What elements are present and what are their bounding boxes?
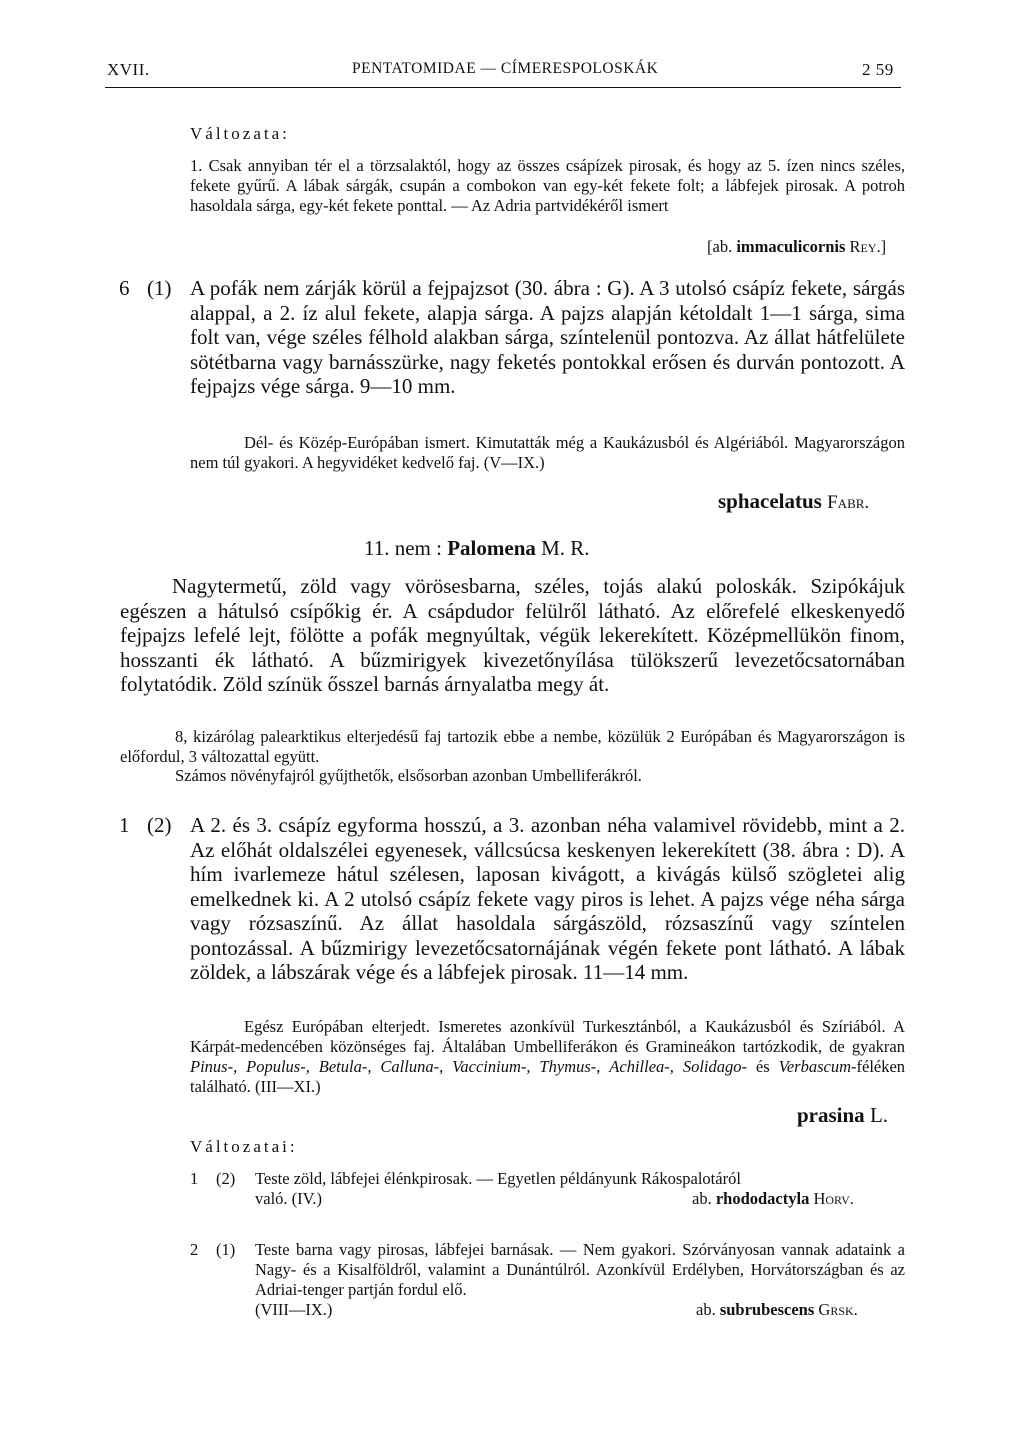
variant-name: immaculicornis — [736, 237, 846, 256]
variant-1-line-2: való. (IV.) — [255, 1189, 323, 1208]
genus-populus: Populus-, — [246, 1057, 310, 1076]
variant-2-period: (VIII—IX.) — [255, 1300, 333, 1319]
variant-1-number: 1. — [190, 156, 203, 175]
variant-name: rhododactyla — [715, 1189, 810, 1208]
genus-number: 11. nem : — [364, 536, 442, 560]
distribution-end: -féléken található. (III—XI.) — [190, 1057, 906, 1096]
variant-number: 1 — [190, 1169, 199, 1188]
variant-heading: Változata: — [190, 124, 290, 143]
variant-1-description: Csak annyiban tér el a törzsalaktól, hogy az összes csápízek pirosak, és hogy az 5. ízen nincs széles, fekete gyűrű. A lábak sárgák, csupán a combokon van egy-két fekete folt; a lábfejek pirosak. A potroh hasoldala sárga, egy-két fekete ponttal. — Az Adria partvidékéről ismert — [190, 156, 905, 215]
variant-1-name — [707, 237, 886, 257]
ab-prefix: ab. — [692, 1189, 712, 1208]
couplet-reference: (2) — [147, 813, 172, 837]
couplet-number: 6 — [119, 276, 130, 300]
variant-2-text: Teste barna vagy pirosas, lábfejei barnásak. — Nem gyakori. Szórványosan vannak adataink a Nagy- és a Kisalföldről, valamint a Dunántúlról. Azonkívül Erdélyben, Horvátországban és az Adriai-tenger partján fordul elő. — [255, 1240, 905, 1299]
ab-prefix: ab. — [696, 1300, 716, 1319]
variant-author: Horv. — [813, 1189, 854, 1208]
genus-author: M. R. — [541, 536, 590, 560]
variant-reference: (2) — [216, 1169, 236, 1188]
conjunction: és — [755, 1057, 770, 1076]
chapter-number: XVII. — [107, 60, 150, 79]
variant-1-line-1: Teste zöld, lábfejei élénkpirosak. — Egyetlen példányunk Rákospalotáról — [255, 1169, 741, 1188]
genus-note-1: 8, kizárólag palearktikus elterjedésű faj tartozik ebbe a nembe, közülük 2 Európában és Magyarországon is előfordul, 3 változattal együtt. — [120, 727, 905, 766]
genus-verbascum: Verbascum — [778, 1057, 851, 1076]
distribution-text: Dél- és Közép-Európában ismert. Kimutatták még a Kaukázusból és Algériából. Magyarországon nem túl gyakori. A hegyvidéket kedvelő faj. (V—IX.) — [190, 433, 905, 472]
genus-note-2: Számos növényfajról gyűjthetők, elsősorban azonban Umbelliferákról. — [175, 766, 642, 785]
header-rule — [105, 87, 901, 88]
variant-1-name — [692, 1189, 854, 1209]
ab-prefix: [ab. — [707, 237, 733, 256]
variant-2-name — [696, 1300, 858, 1320]
species-name: sphacelatus — [718, 489, 822, 513]
couplet-number: 1 — [119, 813, 130, 837]
variant-number: 2 — [190, 1240, 199, 1259]
couplet-6-text: A pofák nem zárják körül a fejpajzsot (30. ábra : G). A 3 utolsó csápíz fekete, sárgás alappal, a 2. íz alul fekete, alapja sárga. A pajzs alapján kétoldalt 1—1 sárga, sima folt van, vége széles félhold alakban sárga, színtelenül pontozva. Az állat hátfelülete sötétbarna vagy barnásszürke, nagy feketés pontokkal erősen és durván pontozott. A fejpajzs vége sárga. 9—10 mm. — [190, 276, 905, 398]
genus-heading — [364, 536, 590, 561]
species-name-sphacelatus — [718, 489, 869, 516]
genus-solidago: Solidago- — [682, 1057, 747, 1076]
couplet-1-distribution — [190, 1017, 905, 1097]
variant-1-text — [190, 156, 905, 216]
genus-calluna: Calluna-, — [380, 1057, 444, 1076]
variants-heading: Változatai: — [190, 1137, 298, 1156]
genus-achillea: Achillea-, — [609, 1057, 674, 1076]
genus-thymus: Thymus-, — [539, 1057, 601, 1076]
variant-name: subrubescens — [719, 1300, 815, 1319]
genus-description: Nagytermetű, zöld vagy vörösesbarna, széles, tojás alakú poloskák. Szipókájuk egészen a hátulsó csípőkig ér. A csápdudor felülről látható. Az előrefelé elkeskenyedő fejpajzs lefelé lejt, fölötte a pofák megnyúltak, végük lekerekített. Középmellükön finom, hosszanti ék látható. A bűzmirigyek kivezetőnyílása tülökszerű levezetőcsatornában folytatódik. Zöld színük ősszel barnás árnyalatba megy át. — [120, 574, 905, 696]
genus-betula: Betula-, — [318, 1057, 372, 1076]
genus-vaccinium: Vaccinium-, — [452, 1057, 531, 1076]
distribution-text: Egész Európában elterjedt. Ismeretes azonkívül Turkesztánból, a Kaukázusból és Szíriából. A Kárpát-medencében közönséges faj. Általában Umbelliferákon és Gramineákon tartózkodik, de gyakran — [190, 1017, 905, 1056]
page-number: 2 59 — [862, 60, 894, 79]
species-author: L. — [869, 1103, 889, 1127]
genus-name: Palomena — [447, 536, 536, 560]
variant-author: Rey. — [849, 237, 881, 256]
variant-reference: (1) — [216, 1240, 236, 1259]
couplet-1-text: A 2. és 3. csápíz egyforma hosszú, a 3. azonban néha valamivel rövidebb, mint a 2. Az előhát oldalszélei egyenesek, vállcsúcsa keskenyen lekerekített (38. ábra : D). A hím ivarlemeze hátul szélesen, laposan kivágott, a kivágás külső szögletei alig emelkednek ki. A 2 utolsó csápíz fekete vagy piros is lehet. A pajzs vége néha sárga vagy rózsaszínű. Az állat hasoldala sárgászöld, rózsaszínű vagy színtelen pontozással. A bűzmirigy levezetőcsatornájának végén fekete pont látható. A lábak zöldek, a lábszárak vége és a lábfejek pirosak. 11—14 mm. — [190, 813, 905, 984]
species-name: prasina — [797, 1103, 865, 1127]
running-title: PENTATOMIDAE — CÍMERESPOLOSKÁK — [352, 60, 659, 77]
species-author: Fabr. — [827, 492, 870, 513]
couplet-6-distribution — [136, 433, 905, 473]
species-name-prasina — [797, 1103, 888, 1128]
variant-author: Grsk. — [818, 1300, 858, 1319]
bracket-close: ] — [880, 237, 887, 256]
genus-pinus: Pinus-, — [190, 1057, 238, 1076]
couplet-reference: (1) — [147, 276, 172, 300]
